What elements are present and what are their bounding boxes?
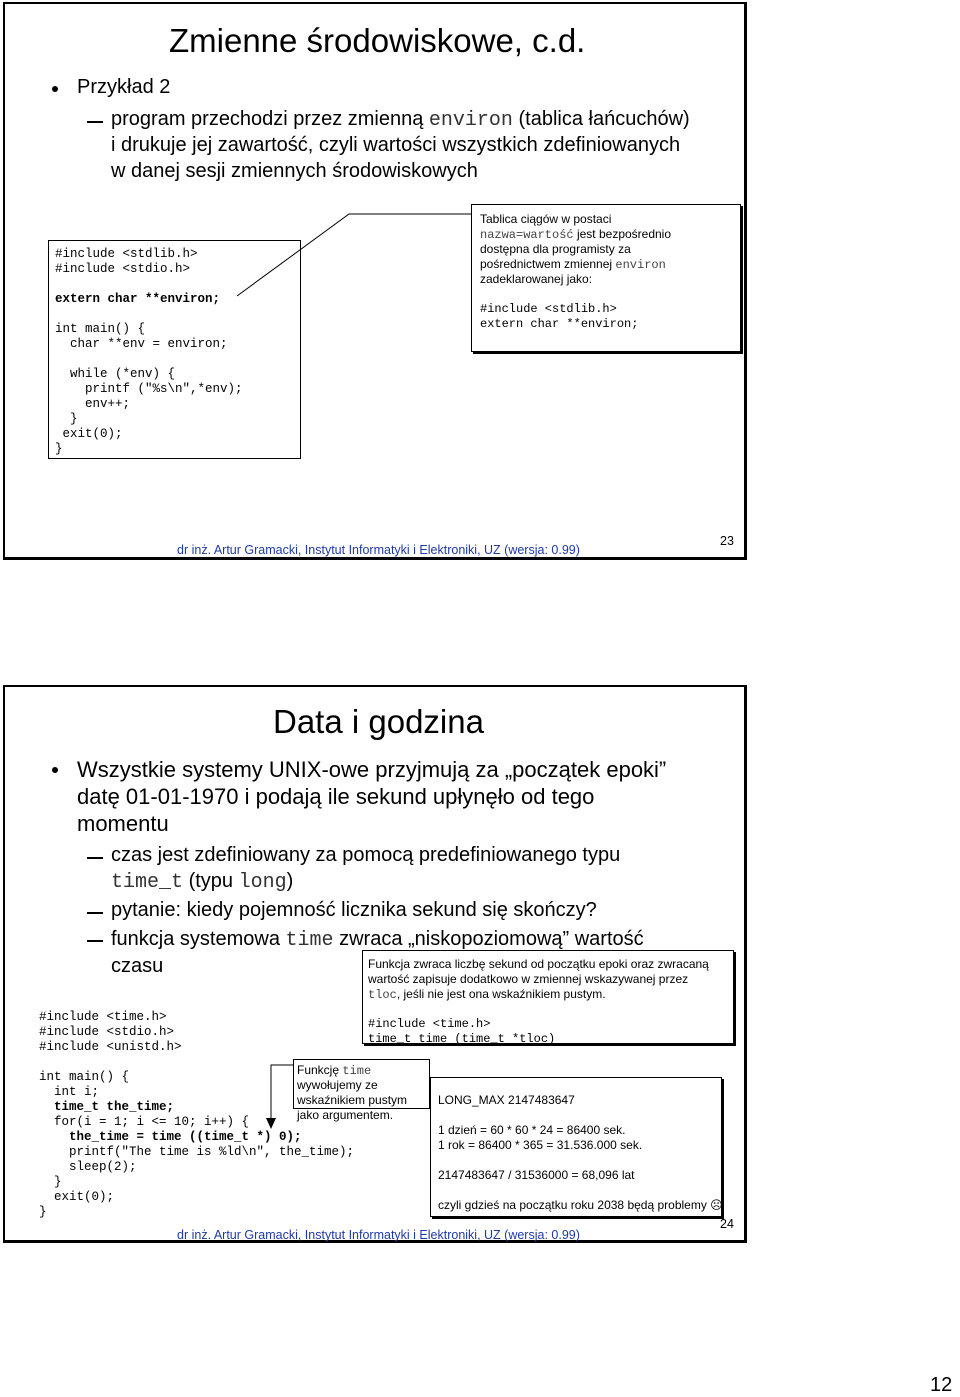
bullet-line-2: datę 01-01-1970 i podają ile sekund upłynęło od tego (77, 784, 595, 809)
bullet-line-3: momentu (77, 811, 169, 836)
code-line: char **env = environ; (55, 337, 228, 351)
sub-bullet-line-1: program przechodzi przez zmienną environ (tablica łańcuchów) (111, 108, 690, 132)
note-line: nazwa=wartość jest bezpośrednio (480, 227, 672, 242)
slide-24 (3, 685, 747, 1243)
slide-number: 23 (720, 534, 734, 548)
code-line: the_time = time ((time_t *) 0); (39, 1130, 302, 1144)
note-line: czyli gdzieś na początku roku 2038 będą problemy ☹ (438, 1198, 723, 1212)
code-line: #include <stdio.h> (39, 1025, 175, 1039)
note-line: Tablica ciągów w postaci (480, 212, 612, 226)
note-line: pośrednictwem zmiennej environ (480, 257, 666, 272)
bullet-line-1: Wszystkie systemy UNIX-owe przyjmują za „początek epoki” (77, 757, 667, 782)
sub-bullet-3-line-2: czasu (111, 955, 164, 977)
note-line: wartość zapisuje dodatkowo w zmiennej wskazywanej przez (368, 972, 689, 986)
code-line: time_t the_time; (39, 1100, 175, 1114)
slide-footer: dr inż. Artur Gramacki, Instytut Informatyki i Elektroniki, UZ (wersja: 0.99) (177, 1228, 580, 1242)
note-line: Funkcję time (297, 1063, 372, 1078)
note-code-line: #include <stdlib.h> (480, 302, 617, 316)
code-line: #include <time.h> (39, 1010, 167, 1024)
bullet-text: Przykład 2 (77, 76, 171, 98)
note-code-line: time_t time (time_t *tloc) (368, 1032, 556, 1046)
sub-bullet-1-line-1: czas jest zdefiniowany za pomocą predefiniowanego typu (111, 844, 621, 866)
code-line: extern char **environ; (55, 292, 221, 306)
code-line: } (55, 412, 78, 426)
sub-bullet-line-2: i drukuje jej zawartość, czyli wartości wszystkich zdefiniowanych (111, 134, 681, 156)
slide-number: 24 (720, 1217, 734, 1231)
note-line: 1 dzień = 60 * 60 * 24 = 86400 sek. (438, 1123, 626, 1137)
note-line: 2147483647 / 31536000 = 68,096 lat (438, 1168, 635, 1182)
note-code-line: extern char **environ; (480, 317, 639, 331)
code-line: #include <stdlib.h> (55, 247, 198, 261)
code-line: sleep(2); (39, 1160, 137, 1174)
code-line: } (39, 1205, 47, 1219)
slide-23 (3, 2, 747, 560)
note-line: wskaźnikiem pustym (297, 1093, 408, 1107)
code-line: } (55, 442, 63, 456)
sub-bullet-1-line-2: time_t (typu long) (111, 870, 294, 894)
code-line: int main() { (39, 1070, 130, 1084)
note-line: 1 rok = 86400 * 365 = 31.536.000 sek. (438, 1138, 643, 1152)
code-line: for(i = 1; i <= 10; i++) { (39, 1115, 250, 1129)
code-line: int main() { (55, 322, 146, 336)
code-line: printf("The time is %ld\n", the_time); (39, 1145, 355, 1159)
slide-footer: dr inż. Artur Gramacki, Instytut Informatyki i Elektroniki, UZ (wersja: 0.99) (177, 543, 580, 557)
code-line: while (*env) { (55, 367, 176, 381)
slide-title: Data i godzina (273, 703, 484, 740)
code-line: #include <unistd.h> (39, 1040, 182, 1054)
code-line: printf ("%s\n",*env); (55, 382, 243, 396)
sub-bullet-3-line-1: funkcja systemowa time zwraca „niskopoziomową” wartość (111, 928, 644, 952)
note-line: Funkcja zwraca liczbę sekund od początku epoki oraz zwracaną (368, 957, 709, 971)
code-line: env++; (55, 397, 131, 411)
slide-title: Zmienne środowiskowe, c.d. (169, 22, 586, 59)
note-line: wywołujemy ze (297, 1078, 378, 1092)
note-code-line: #include <time.h> (368, 1017, 491, 1031)
sheet-page-number: 12 (930, 1374, 953, 1396)
code-line: #include <stdio.h> (55, 262, 191, 276)
code-line: exit(0); (39, 1190, 115, 1204)
note-line: zadeklarowanej jako: (480, 272, 593, 286)
note-line: LONG_MAX 2147483647 (438, 1093, 575, 1107)
code-line: } (39, 1175, 62, 1189)
sub-bullet-line-3: w danej sesji zmiennych środowiskowych (111, 160, 478, 182)
code-line: exit(0); (55, 427, 123, 441)
sub-bullet-2: pytanie: kiedy pojemność licznika sekund się skończy? (111, 899, 597, 921)
code-line: int i; (39, 1085, 100, 1099)
note-line: dostępna dla programisty za (480, 242, 631, 256)
note-line: jako argumentem. (297, 1108, 394, 1122)
note-line: tloc, jeśli nie jest ona wskaźnikiem pustym. (368, 987, 606, 1002)
